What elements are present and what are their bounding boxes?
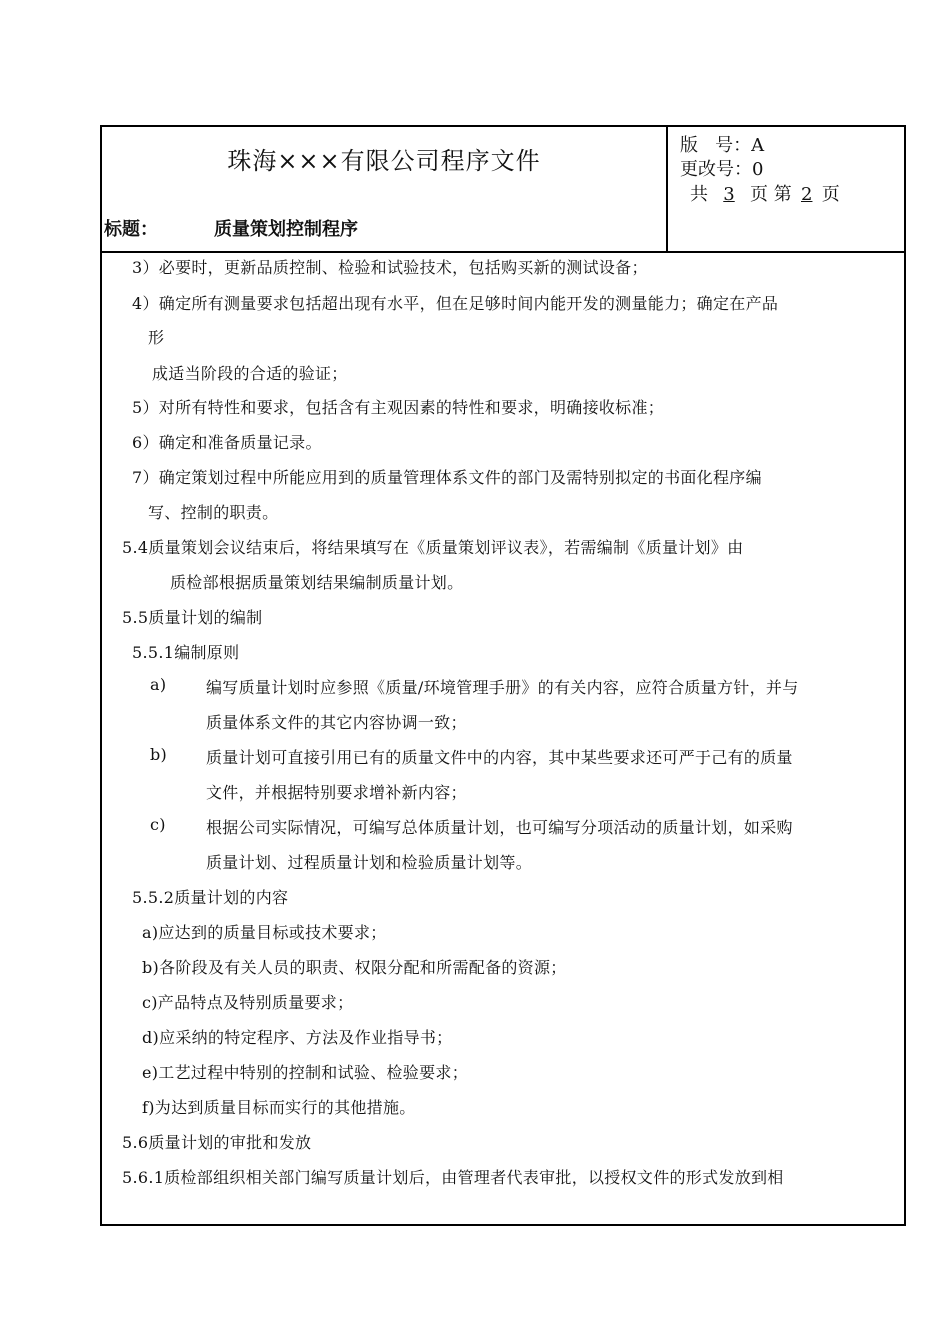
title-row	[104, 215, 358, 241]
principle-b-text1: 质量计划可直接引用已有的质量文件中的内容，其中某些要求还可严于己有的质量	[206, 748, 793, 767]
content-f: f)为达到质量目标而实行的其他措施。	[142, 1098, 416, 1117]
header-right-cell	[668, 127, 906, 251]
title-value: 质量策划控制程序	[214, 219, 358, 240]
content-c: c)产品特点及特别质量要求；	[142, 993, 354, 1012]
pages-mid: 页 第	[750, 184, 792, 205]
item-4-line2: 形	[148, 328, 165, 347]
principle-b-tag: b)	[150, 745, 168, 764]
header-left-cell	[102, 127, 668, 251]
section-5-5-heading: 5.5质量计划的编制	[122, 608, 263, 627]
pages-total: 3	[723, 184, 735, 205]
section-5-6-heading: 5.6质量计划的审批和发放	[122, 1133, 312, 1152]
item-4-line3: 成适当阶段的合适的验证；	[152, 364, 348, 383]
item-6: 6）确定和准备质量记录。	[132, 433, 322, 452]
principle-b-line2: 文件，并根据特别要求增补新内容；	[206, 783, 467, 802]
content-b: b)各阶段及有关人员的职责、权限分配和所需配备的资源；	[142, 958, 567, 977]
title-label: 标题：	[104, 219, 158, 240]
item-3: 3）必要时，更新品质控制、检验和试验技术，包括购买新的测试设备；	[132, 258, 648, 277]
item-7-line1: 7）确定策划过程中所能应用到的质量管理体系文件的部门及需特别拟定的书面化程序编	[132, 468, 762, 487]
content-a: a)应达到的质量目标或技术要求；	[142, 923, 387, 942]
section-5-5-2-heading: 5.5.2质量计划的内容	[132, 888, 289, 907]
revision-line: 更改号：0	[680, 159, 764, 180]
section-5-4-line1: 5.4质量策划会议结束后，将结果填写在《质量策划评议表》，若需编制《质量计划》由	[122, 538, 744, 557]
page-current: 2	[801, 184, 813, 205]
item-4-line1: 4）确定所有测量要求包括超出现有水平，但在足够时间内能开发的测量能力；确定在产品	[132, 294, 779, 313]
principle-a-line2: 质量体系文件的其它内容协调一致；	[206, 713, 467, 732]
item-5: 5）对所有特性和要求，包括含有主观因素的特性和要求，明确接收标准；	[132, 398, 665, 417]
item-7-line2: 写、控制的职责。	[148, 503, 279, 522]
principle-a-tag: a)	[150, 675, 167, 694]
version-line: 版 号：A	[680, 135, 765, 156]
section-5-5-1-heading: 5.5.1编制原则	[132, 643, 240, 662]
pages-suffix: 页	[821, 184, 840, 205]
page-count-line	[690, 180, 840, 206]
principle-c-line2: 质量计划、过程质量计划和检验质量计划等。	[206, 853, 533, 872]
pages-total-prefix: 共	[690, 184, 708, 205]
principle-c-text1: 根据公司实际情况，可编写总体质量计划，也可编写分项活动的质量计划，如采购	[206, 818, 793, 837]
section-5-4-line2: 质检部根据质量策划结果编制质量计划。	[170, 573, 464, 592]
content-d: d)应采纳的特定程序、方法及作业指导书；	[142, 1028, 453, 1047]
content-e: e)工艺过程中特别的控制和试验、检验要求；	[142, 1063, 469, 1082]
principle-a-text1: 编写质量计划时应参照《质量/环境管理手册》的有关内容，应符合质量方针，并与	[206, 678, 799, 697]
company-title: 珠海×××有限公司程序文件	[227, 147, 541, 175]
section-5-6-1-line1: 5.6.1质检部组织相关部门编写质量计划后，由管理者代表审批，以授权文件的形式发放到相	[122, 1168, 784, 1187]
principle-c-tag: c)	[150, 815, 166, 834]
header-divider	[102, 251, 904, 253]
document-frame	[100, 125, 906, 1226]
